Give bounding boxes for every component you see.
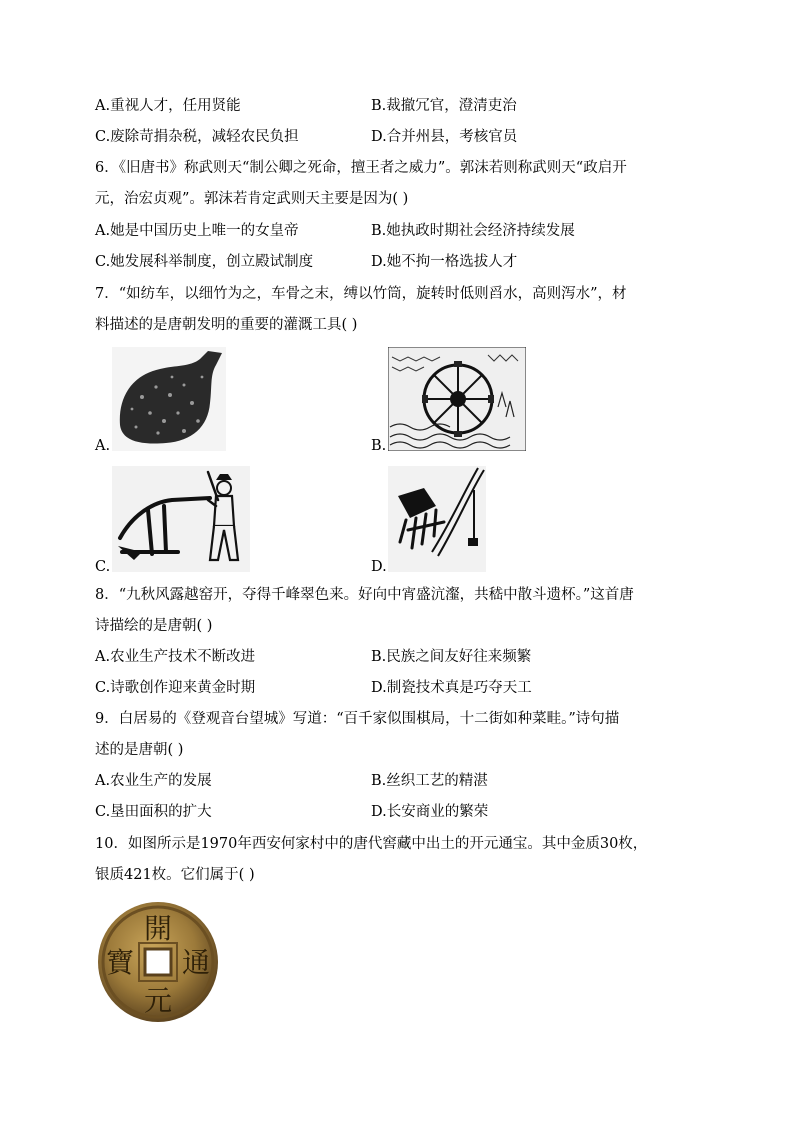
q7-image-d[interactable]	[388, 466, 486, 572]
q6-stem-line1: 6．《旧唐书》称武则天“制公卿之死命，擅王者之威力”。郭沫若则称武则天“政启开	[95, 160, 627, 176]
q6-option-a[interactable]: A.她是中国历史上唯一的女皇帝	[95, 223, 299, 239]
q7-stem-line2: 料描述的是唐朝发明的重要的灌溉工具( )	[95, 317, 358, 333]
q7-image-c-label[interactable]: C.	[95, 559, 111, 575]
q9-option-d[interactable]: D.长安商业的繁荣	[371, 804, 489, 820]
q8-stem-line2: 诗描绘的是唐朝( )	[95, 618, 213, 634]
q7-image-b[interactable]	[388, 347, 526, 451]
q9-option-c[interactable]: C.垦田面积的扩大	[95, 804, 212, 820]
coin-char-right: 通	[181, 946, 211, 979]
curved-tool-icon	[388, 466, 486, 572]
coin-char-top: 開	[143, 912, 173, 945]
coin-char-bottom: 元	[143, 984, 173, 1017]
q5-option-b[interactable]: B.裁撤冗官，澄清吏治	[371, 98, 517, 114]
coin-char-left: 寶	[105, 946, 135, 979]
q9-stem-line2: 述的是唐朝( )	[95, 742, 184, 758]
q5-option-c[interactable]: C.废除苛捐杂税，减轻农民负担	[95, 129, 299, 145]
q7-image-b-label[interactable]: B.	[371, 438, 387, 454]
q6-option-b[interactable]: B.她执政时期社会经济持续发展	[371, 223, 575, 239]
q10-stem-line2: 银质421枚。它们属于( )	[95, 867, 255, 883]
q5-option-a[interactable]: A.重视人才，任用贤能	[95, 98, 241, 114]
water-wheel-icon	[388, 347, 526, 451]
q6-stem-line2: 元，治宏贞观”。郭沫若肯定武则天主要是因为( )	[95, 191, 409, 207]
q7-image-a[interactable]	[112, 347, 226, 451]
q8-option-a[interactable]: A.农业生产技术不断改进	[95, 649, 256, 665]
plough-farmer-icon	[112, 466, 250, 572]
coin-icon	[96, 900, 220, 1024]
q8-stem-line1: 8．“九秋风露越窑开，夺得千峰翠色来。好向中宵盛沆瀣，共嵇中散斗遗杯。”这首唐	[95, 587, 634, 603]
q9-stem-line1: 9．白居易的《登观音台望城》写道：“百千家似围棋局，十二街如种菜畦。”诗句描	[95, 711, 620, 727]
q6-option-c[interactable]: C.她发展科举制度，创立殿试制度	[95, 254, 314, 270]
q8-option-d[interactable]: D.制瓷技术真是巧夺天工	[371, 680, 532, 696]
q5-option-d[interactable]: D.合并州县，考核官员	[371, 129, 518, 145]
speckled-vessel-icon	[112, 347, 226, 451]
q7-image-d-label[interactable]: D.	[371, 559, 387, 575]
q7-image-a-label[interactable]: A.	[95, 438, 111, 454]
q9-option-a[interactable]: A.农业生产的发展	[95, 773, 212, 789]
q10-stem-line1: 10．如图所示是1970年西安何家村中的唐代窖藏中出土的开元通宝。其中金质30枚，	[95, 836, 648, 852]
kaiyuan-coin-image	[96, 900, 220, 1024]
q8-option-c[interactable]: C.诗歌创作迎来黄金时期	[95, 680, 256, 696]
q7-image-c[interactable]	[112, 466, 250, 572]
q8-option-b[interactable]: B.民族之间友好往来频繁	[371, 649, 532, 665]
q9-option-b[interactable]: B.丝织工艺的精湛	[371, 773, 488, 789]
q6-option-d[interactable]: D.她不拘一格选拔人才	[371, 254, 518, 270]
q7-stem-line1: 7．“如纺车，以细竹为之，车骨之末，缚以竹筒，旋转时低则舀水，高则泻水”，材	[95, 286, 627, 302]
